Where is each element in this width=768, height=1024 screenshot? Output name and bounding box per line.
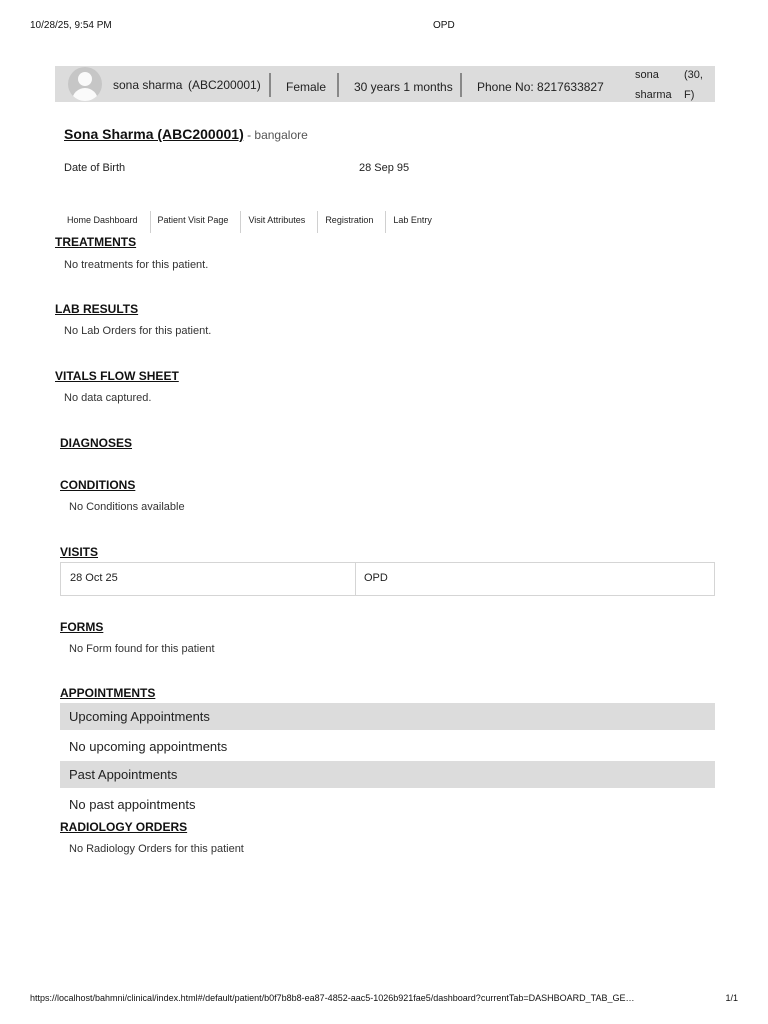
patient-title bbox=[64, 126, 308, 142]
upcoming-appointments-header: Upcoming Appointments bbox=[60, 703, 715, 730]
conditions-empty-text: No Conditions available bbox=[69, 501, 185, 513]
dashboard-tabs bbox=[60, 211, 444, 233]
patient-name: sona sharma bbox=[113, 78, 183, 92]
print-title: OPD bbox=[433, 20, 455, 31]
lab-results-empty-text: No Lab Orders for this patient. bbox=[64, 325, 212, 337]
tab-visit-attributes[interactable]: Visit Attributes bbox=[241, 211, 318, 233]
separator bbox=[460, 73, 462, 97]
visits-title: VISITS bbox=[60, 545, 99, 559]
vitals-title: VITALS FLOW SHEET bbox=[55, 369, 179, 383]
visit-date[interactable]: 28 Oct 25 bbox=[70, 572, 118, 584]
past-appointments-empty-text: No past appointments bbox=[69, 797, 196, 812]
vitals-empty-text: No data captured. bbox=[64, 392, 152, 404]
treatments-title: TREATMENTS bbox=[55, 235, 137, 249]
appointments-title: APPOINTMENTS bbox=[60, 686, 156, 700]
patient-short-last-name: sharma bbox=[635, 89, 672, 101]
print-header bbox=[30, 20, 738, 34]
patient-age: 30 years 1 months bbox=[354, 80, 453, 94]
patient-short-first-name: sona bbox=[635, 69, 659, 81]
patient-location: - bangalore bbox=[243, 128, 308, 142]
radiology-title: RADIOLOGY ORDERS bbox=[60, 820, 188, 834]
tab-lab-entry[interactable]: Lab Entry bbox=[393, 215, 432, 225]
forms-title: FORMS bbox=[60, 620, 104, 634]
patient-short-age: (30, bbox=[684, 69, 703, 81]
tab-patient-visit-page[interactable]: Patient Visit Page bbox=[151, 211, 242, 233]
dob-label: Date of Birth bbox=[64, 162, 126, 174]
past-appointments-header: Past Appointments bbox=[60, 761, 715, 788]
lab-results-title: LAB RESULTS bbox=[55, 302, 139, 316]
visits-table bbox=[60, 562, 715, 596]
page-number: 1/1 bbox=[725, 993, 738, 1003]
avatar bbox=[68, 67, 102, 101]
treatments-empty-text: No treatments for this patient. bbox=[64, 259, 209, 271]
print-timestamp: 10/28/25, 9:54 PM bbox=[30, 20, 112, 31]
separator bbox=[337, 73, 339, 97]
print-url: https://localhost/bahmni/clinical/index.html#/default/patient/b0f7b8b8-ea87-4852-aac5-1026b921fae5/dashboard?currentTab=DASHBOARD_TAB_GE… bbox=[30, 993, 635, 1003]
tab-registration[interactable]: Registration bbox=[318, 211, 386, 233]
patient-phone: Phone No: 8217633827 bbox=[477, 80, 604, 94]
avatar-person-icon bbox=[78, 72, 92, 86]
patient-header-bar bbox=[55, 66, 715, 102]
visit-type: OPD bbox=[364, 572, 388, 584]
tab-home-dashboard[interactable]: Home Dashboard bbox=[60, 211, 151, 233]
forms-empty-text: No Form found for this patient bbox=[69, 643, 215, 655]
patient-short-gender: F) bbox=[684, 89, 695, 101]
patient-gender: Female bbox=[286, 80, 327, 94]
patient-profile-link[interactable]: Sona Sharma (ABC200001) bbox=[64, 126, 244, 142]
conditions-title: CONDITIONS bbox=[60, 478, 136, 492]
patient-id: (ABC200001) bbox=[188, 78, 261, 92]
radiology-empty-text: No Radiology Orders for this patient bbox=[69, 843, 244, 855]
separator bbox=[269, 73, 271, 97]
diagnoses-title: DIAGNOSES bbox=[60, 436, 133, 450]
dob-value: 28 Sep 95 bbox=[359, 162, 410, 174]
upcoming-appointments-empty-text: No upcoming appointments bbox=[69, 739, 228, 754]
